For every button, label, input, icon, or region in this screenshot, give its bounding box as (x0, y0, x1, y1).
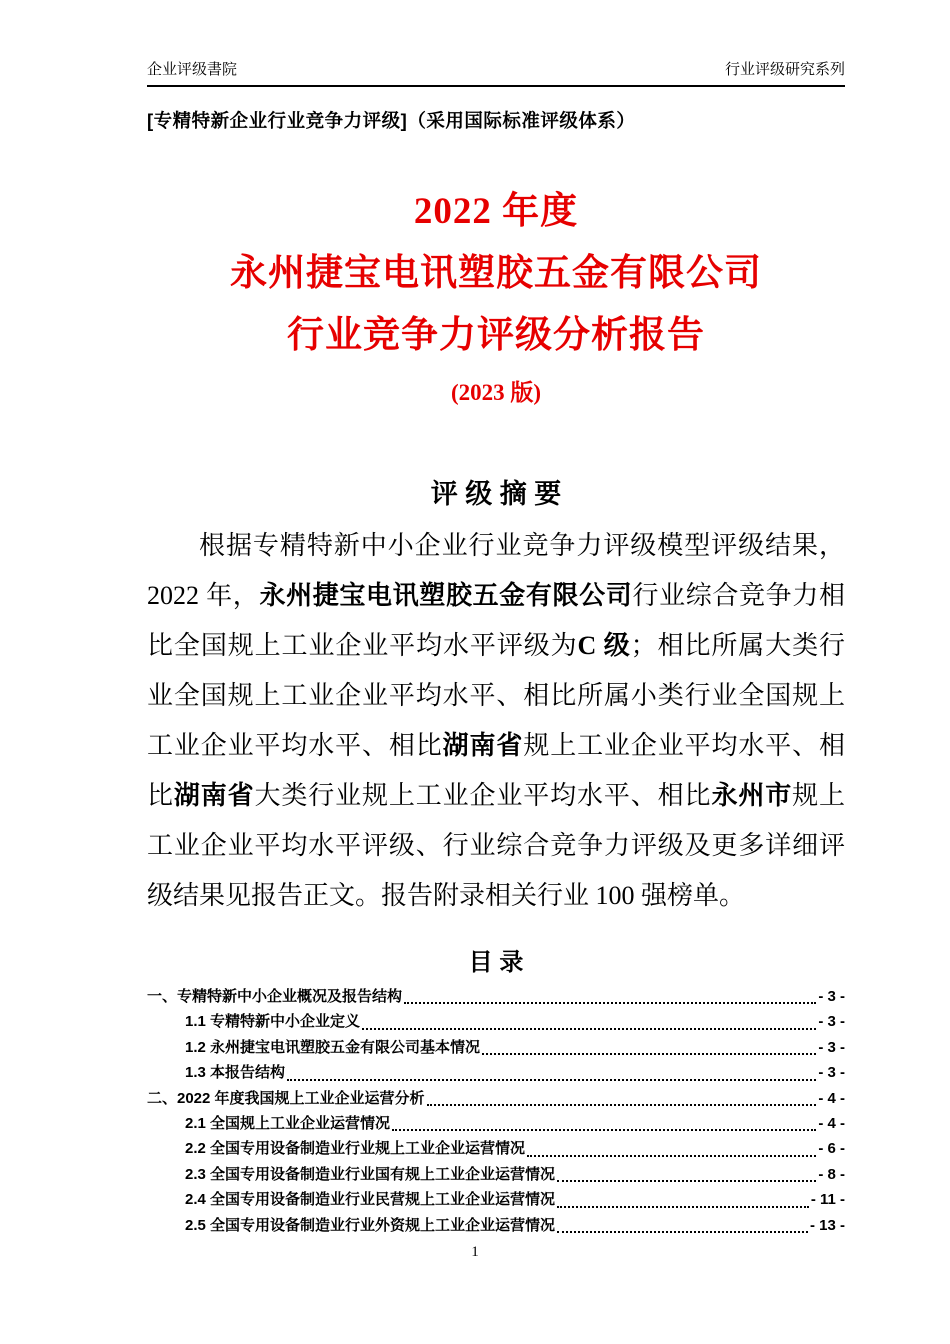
toc-entry-label: 1.3 本报告结构 (185, 1064, 286, 1082)
report-title-company: 永州捷宝电讯塑胶五金有限公司 (230, 253, 762, 294)
toc-entry (147, 1137, 845, 1162)
summary-text-run: 规上工业企业平均水平评级、行业综合竞争力评级及更多详细评级结果见报告正文。报告附录相关行业 100 强榜单。 (147, 781, 845, 910)
toc-entry-page: - 3 - (818, 1064, 845, 1082)
toc-entry (147, 1087, 845, 1112)
toc-entry-page: - 3 - (818, 988, 845, 1005)
toc-dot-leader (482, 1053, 816, 1055)
summary-emphasis-text: C 级 (577, 631, 631, 660)
toc-dot-leader (287, 1079, 816, 1081)
summary-text-run: 行业综合竞争力相比全国规上工业企业平均水平评级为 (147, 581, 845, 660)
toc-heading: 目 录 (468, 949, 524, 976)
toc-list (147, 985, 845, 1239)
report-title-block (147, 181, 845, 413)
toc-entry-page: - 4 - (818, 1089, 845, 1107)
toc-entry-page: - 6 - (818, 1140, 845, 1158)
toc-entry-label: 2.5 全国专用设备制造业行业外资规上工业企业运营情况 (185, 1216, 556, 1234)
toc-entry-label: 1.1 专精特新中小企业定义 (185, 1013, 361, 1031)
toc-entry-label: 一、专精特新中小企业概况及报告结构 (147, 988, 403, 1005)
toc-entry (147, 1061, 845, 1086)
toc-entry (147, 1010, 845, 1035)
report-title-year: 2022 年度 (413, 191, 579, 232)
summary-text-run: 根据专精特新中小企业行业竞争力评级模型评级结果，2022 年， (147, 531, 845, 610)
toc-dot-leader (392, 1129, 816, 1131)
summary-heading: 评 级 摘 要 (430, 479, 562, 509)
toc-entry (147, 1036, 845, 1061)
summary-emphasis-text: 湖南省 (173, 781, 255, 810)
toc-dot-leader (362, 1028, 816, 1030)
document-header (147, 60, 845, 87)
summary-emphasis-text: 永州捷宝电讯塑胶五金有限公司 (259, 581, 633, 610)
toc-entry (147, 1163, 845, 1188)
header-left-text: 企业评级書院 (147, 61, 238, 78)
toc-entry-label: 2.1 全国规上工业企业运营情况 (185, 1114, 391, 1132)
header-right-text: 行业评级研究系列 (724, 61, 845, 78)
toc-dot-leader (527, 1155, 816, 1157)
toc-entry-page: - 3 - (818, 1038, 845, 1056)
toc-dot-leader (557, 1206, 809, 1208)
report-title-name: 行业竞争力评级分析报告 (287, 315, 705, 356)
toc-entry (147, 985, 845, 1010)
toc-entry (147, 1188, 845, 1213)
summary-emphasis-text: 湖南省 (442, 731, 524, 760)
toc-entry (147, 1214, 845, 1239)
toc-dot-leader (557, 1231, 808, 1233)
toc-entry (147, 1112, 845, 1137)
toc-dot-leader (427, 1104, 817, 1106)
summary-text-run: 大类行业规上工业企业平均水平、相比 (254, 781, 712, 810)
toc-entry-label: 2.2 全国专用设备制造业行业规上工业企业运营情况 (185, 1140, 526, 1158)
toc-entry-page: - 3 - (818, 1013, 845, 1031)
toc-dot-leader (557, 1180, 816, 1182)
toc-entry-page: - 13 - (809, 1216, 845, 1234)
toc-entry-page: - 8 - (818, 1165, 845, 1183)
page-number: 1 (471, 1244, 479, 1260)
summary-emphasis-text: 永州市 (711, 781, 793, 810)
summary-text-run: ；相比所属大类行业全国规上工业企业平均水平、相比所属小类行业全国规上工业企业平均水平、相比 (147, 631, 845, 760)
report-title-version: (2023 版) (450, 380, 542, 405)
summary-text-run: 规上工业企业平均水平、相比 (147, 731, 845, 810)
summary-paragraph (147, 521, 845, 921)
toc-entry-page: - 11 - (810, 1191, 845, 1209)
toc-entry-label: 2.4 全国专用设备制造业行业民营规上工业企业运营情况 (185, 1191, 556, 1209)
toc-dot-leader (404, 1002, 816, 1004)
report-series-subtitle: [专精特新企业行业竞争力评级]（采用国际标准评级体系） (147, 110, 636, 131)
toc-entry-label: 二、2022 年度我国规上工业企业运营分析 (147, 1089, 425, 1107)
toc-entry-label: 1.2 永州捷宝电讯塑胶五金有限公司基本情况 (185, 1038, 481, 1056)
toc-entry-page: - 4 - (818, 1114, 845, 1132)
toc-entry-label: 2.3 全国专用设备制造业行业国有规上工业企业运营情况 (185, 1165, 556, 1183)
